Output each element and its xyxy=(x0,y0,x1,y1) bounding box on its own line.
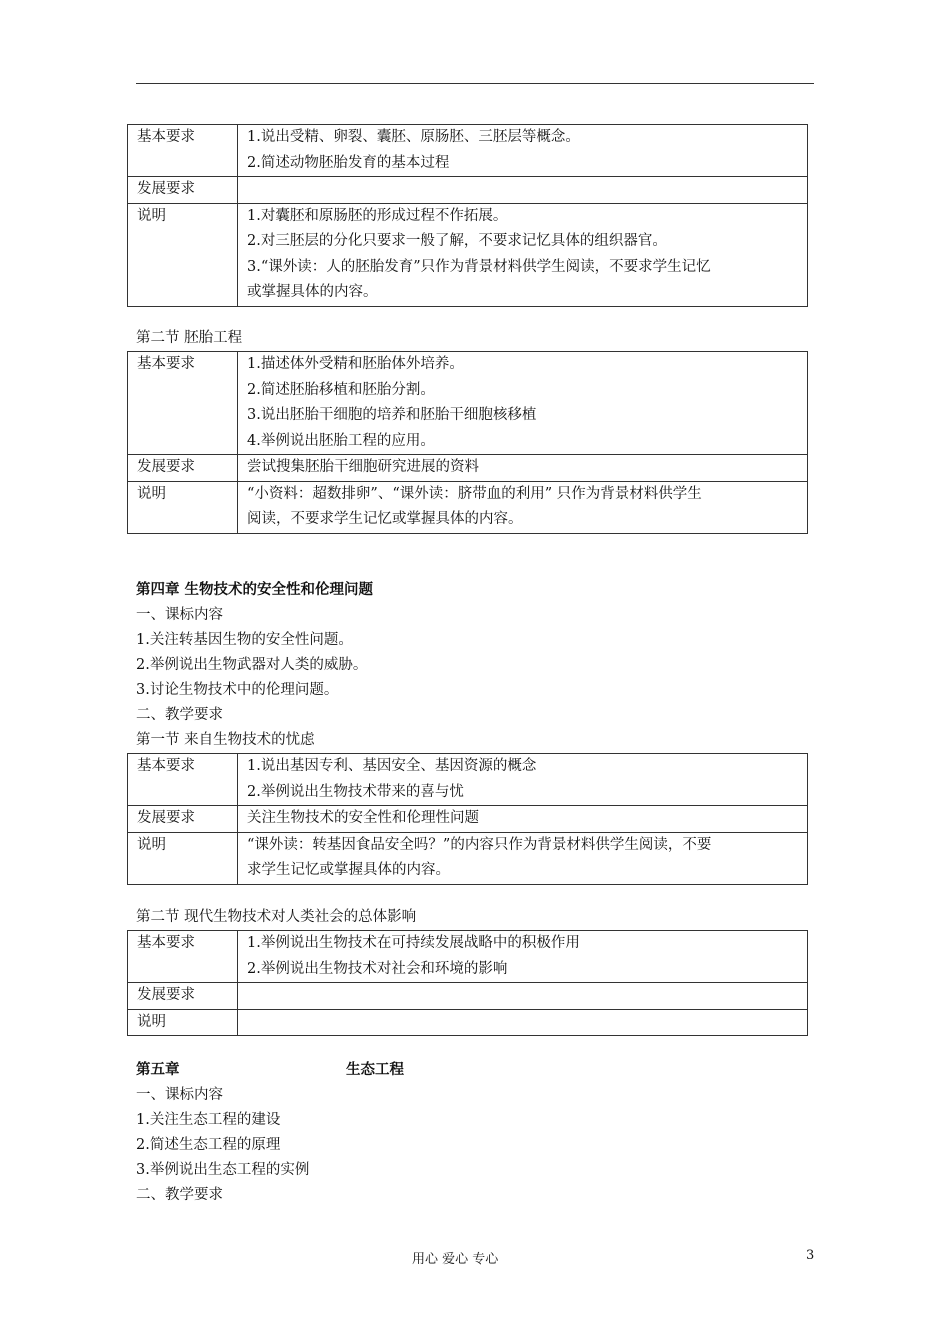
section-title: 第二节 胚胎工程 xyxy=(136,330,243,346)
table-row xyxy=(128,931,808,983)
content-line: 1.说出受精、卵裂、囊胚、原肠胚、三胚层等概念。 xyxy=(247,129,580,145)
list-item: 3.讨论生物技术中的伦理问题。 xyxy=(136,682,339,698)
table-row xyxy=(128,177,808,204)
content-line: “小资料：超数排卵”、“课外读：脐带血的利用” 只作为背景材料供学生 xyxy=(247,485,702,502)
list-item: 2.简述生态工程的原理 xyxy=(136,1137,281,1153)
row-content xyxy=(238,931,808,983)
table-row xyxy=(128,983,808,1010)
requirements-table-biotech-concerns xyxy=(127,753,808,885)
list-item: 1.关注转基因生物的安全性问题。 xyxy=(136,632,353,648)
list-item: 3.举例说出生态工程的实例 xyxy=(136,1162,310,1178)
page-number: 3 xyxy=(806,1248,815,1263)
table-row xyxy=(128,832,808,884)
section-title: 第二节 现代生物技术对人类社会的总体影响 xyxy=(136,909,417,925)
subheading: 二、教学要求 xyxy=(136,1187,223,1203)
table-row xyxy=(128,203,808,306)
subheading: 一、课标内容 xyxy=(136,1087,223,1103)
table-row xyxy=(128,754,808,806)
content-line: 求学生记忆或掌握具体的内容。 xyxy=(247,862,450,878)
table-row xyxy=(128,1009,808,1036)
subheading: 二、教学要求 xyxy=(136,707,223,723)
row-content xyxy=(238,455,808,482)
content-line: 3.“课外读：人的胚胎发育”只作为背景材料供学生阅读，不要求学生记忆 xyxy=(247,258,711,275)
content-line: 1.举例说出生物技术在可持续发展战略中的积极作用 xyxy=(247,935,580,951)
table-row xyxy=(128,125,808,177)
header-rule xyxy=(136,83,814,84)
row-label: 基本要求 xyxy=(128,931,238,983)
row-label: 基本要求 xyxy=(128,754,238,806)
table-row xyxy=(128,481,808,533)
content-line: 1.对囊胚和原肠胚的形成过程不作拓展。 xyxy=(247,207,508,224)
row-label: 说明 xyxy=(128,481,238,533)
row-content xyxy=(238,177,808,204)
content-line: 2.举例说出生物技术对社会和环境的影响 xyxy=(247,960,508,977)
section-title: 第一节 来自生物技术的忧虑 xyxy=(136,732,315,748)
row-content xyxy=(238,1009,808,1036)
chapter-number: 第五章 xyxy=(136,1061,180,1078)
content-line: 2.简述动物胚胎发育的基本过程 xyxy=(247,154,450,171)
row-content xyxy=(238,481,808,533)
row-label: 发展要求 xyxy=(128,806,238,833)
subheading: 一、课标内容 xyxy=(136,607,223,623)
content-line: 2.举例说出生物技术带来的喜与忧 xyxy=(247,783,464,800)
row-content xyxy=(238,806,808,833)
content-line: 1.说出基因专利、基因安全、基因资源的概念 xyxy=(247,758,537,774)
chapter-title: 第四章 生物技术的安全性和伦理问题 xyxy=(136,581,374,598)
content-line: 3.说出胚胎干细胞的培养和胚胎干细胞核移植 xyxy=(247,407,537,423)
requirements-table-embryo-engineering xyxy=(127,351,808,534)
row-content xyxy=(238,754,808,806)
requirements-table-embryo-development xyxy=(127,124,808,307)
row-label: 发展要求 xyxy=(128,177,238,204)
table-row xyxy=(128,806,808,833)
row-label: 基本要求 xyxy=(128,352,238,455)
content-line: 4.举例说出胚胎工程的应用。 xyxy=(247,432,435,449)
row-label: 发展要求 xyxy=(128,455,238,482)
row-content xyxy=(238,352,808,455)
list-item: 2.举例说出生物武器对人类的威胁。 xyxy=(136,657,368,673)
requirements-table-biotech-impact xyxy=(127,930,808,1036)
content-line: 阅读，不要求学生记忆或掌握具体的内容。 xyxy=(247,511,523,527)
content-line: 尝试搜集胚胎干细胞研究进展的资料 xyxy=(247,459,479,475)
row-label: 说明 xyxy=(128,832,238,884)
content-line: 关注生物技术的安全性和伦理性问题 xyxy=(247,810,479,826)
table-row xyxy=(128,352,808,455)
content-line: 1.描述体外受精和胚胎体外培养。 xyxy=(247,356,464,372)
content-line: 2.对三胚层的分化只要求一般了解，不要求记忆具体的组织器官。 xyxy=(247,233,667,249)
row-label: 说明 xyxy=(128,1009,238,1036)
row-content xyxy=(238,125,808,177)
table-row xyxy=(128,455,808,482)
row-label: 基本要求 xyxy=(128,125,238,177)
row-content xyxy=(238,983,808,1010)
row-content xyxy=(238,832,808,884)
row-label: 发展要求 xyxy=(128,983,238,1010)
content-line: 2.简述胚胎移植和胚胎分割。 xyxy=(247,381,435,398)
row-content xyxy=(238,203,808,306)
chapter-title: 生态工程 xyxy=(346,1061,404,1078)
row-label: 说明 xyxy=(128,203,238,306)
footer-motto: 用心 爱心 专心 xyxy=(412,1252,499,1267)
content-line: “课外读：转基因食品安全吗？”的内容只作为背景材料供学生阅读，不要 xyxy=(247,836,712,853)
list-item: 1.关注生态工程的建设 xyxy=(136,1112,281,1128)
content-line: 或掌握具体的内容。 xyxy=(247,284,378,300)
